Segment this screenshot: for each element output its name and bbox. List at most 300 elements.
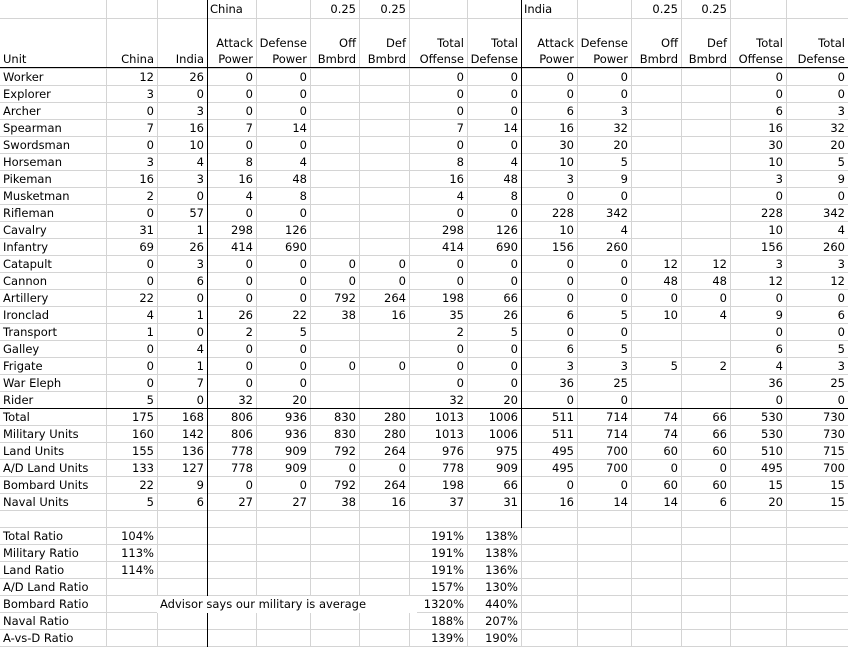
- table-cell[interactable]: 14: [292, 121, 307, 135]
- table-cell[interactable]: 12: [663, 257, 678, 271]
- ratio-value[interactable]: 113%: [121, 546, 154, 560]
- table-cell[interactable]: 342: [823, 206, 845, 220]
- table-cell[interactable]: 20: [503, 393, 518, 407]
- table-cell[interactable]: 6: [566, 342, 574, 356]
- table-cell[interactable]: 0: [196, 393, 204, 407]
- table-cell[interactable]: 3: [837, 257, 845, 271]
- table-cell[interactable]: 8: [456, 155, 464, 169]
- table-cell[interactable]: 0: [348, 274, 356, 288]
- table-cell[interactable]: 168: [182, 410, 204, 424]
- table-cell[interactable]: 715: [823, 444, 845, 458]
- row-label[interactable]: Explorer: [3, 87, 51, 101]
- table-cell[interactable]: 48: [292, 172, 307, 186]
- table-cell[interactable]: 936: [285, 410, 307, 424]
- table-cell[interactable]: 0: [299, 478, 307, 492]
- table-cell[interactable]: 0: [837, 189, 845, 203]
- ratio-value[interactable]: 191%: [431, 529, 464, 543]
- column-header[interactable]: Power: [272, 52, 307, 66]
- table-cell[interactable]: 20: [613, 138, 628, 152]
- ratio-value[interactable]: 130%: [485, 580, 518, 594]
- row-label[interactable]: Artillery: [3, 291, 49, 305]
- table-cell[interactable]: 0: [456, 274, 464, 288]
- table-cell[interactable]: 6: [196, 495, 204, 509]
- ratio-label[interactable]: Bombard Ratio: [3, 597, 89, 611]
- table-cell[interactable]: 36: [559, 376, 574, 390]
- table-cell[interactable]: 6: [775, 342, 783, 356]
- table-cell[interactable]: 0: [299, 70, 307, 84]
- table-cell[interactable]: 1013: [434, 410, 464, 424]
- table-cell[interactable]: 16: [391, 495, 406, 509]
- china-def-bombard-factor[interactable]: 0.25: [380, 2, 406, 16]
- table-cell[interactable]: 0: [245, 104, 253, 118]
- column-header[interactable]: Total: [818, 36, 845, 50]
- table-cell[interactable]: 69: [139, 240, 154, 254]
- column-header[interactable]: Off: [339, 36, 356, 50]
- table-cell[interactable]: 0: [456, 104, 464, 118]
- table-cell[interactable]: 0: [510, 376, 518, 390]
- table-cell[interactable]: 126: [285, 223, 307, 237]
- column-header[interactable]: Bmbrd: [367, 52, 406, 66]
- table-cell[interactable]: 1: [146, 325, 154, 339]
- column-header[interactable]: Defense: [470, 52, 518, 66]
- table-cell[interactable]: 690: [285, 240, 307, 254]
- table-cell[interactable]: 0: [398, 461, 406, 475]
- table-cell[interactable]: 414: [442, 240, 464, 254]
- table-cell[interactable]: 936: [285, 427, 307, 441]
- table-cell[interactable]: 156: [552, 240, 574, 254]
- column-header[interactable]: China: [121, 52, 154, 66]
- table-cell[interactable]: 0: [510, 104, 518, 118]
- table-cell[interactable]: 16: [238, 172, 253, 186]
- table-cell[interactable]: 0: [775, 291, 783, 305]
- table-cell[interactable]: 4: [196, 342, 204, 356]
- table-cell[interactable]: 37: [449, 495, 464, 509]
- table-cell[interactable]: 156: [761, 240, 783, 254]
- table-cell[interactable]: 0: [146, 138, 154, 152]
- table-cell[interactable]: 3: [620, 104, 628, 118]
- table-cell[interactable]: 4: [837, 223, 845, 237]
- table-cell[interactable]: 6: [837, 308, 845, 322]
- ratio-value[interactable]: 139%: [431, 631, 464, 645]
- table-cell[interactable]: 298: [442, 223, 464, 237]
- table-cell[interactable]: 830: [334, 410, 356, 424]
- table-cell[interactable]: 0: [245, 274, 253, 288]
- ratio-label[interactable]: Land Ratio: [3, 563, 65, 577]
- table-cell[interactable]: 14: [613, 495, 628, 509]
- table-cell[interactable]: 0: [196, 291, 204, 305]
- table-cell[interactable]: 12: [768, 274, 783, 288]
- table-cell[interactable]: 0: [719, 461, 727, 475]
- row-label[interactable]: Bombard Units: [3, 478, 89, 492]
- table-cell[interactable]: 31: [503, 495, 518, 509]
- table-cell[interactable]: 27: [238, 495, 253, 509]
- table-cell[interactable]: 0: [196, 325, 204, 339]
- column-header[interactable]: Unit: [3, 52, 27, 66]
- table-cell[interactable]: 8: [510, 189, 518, 203]
- india-def-bombard-factor[interactable]: 0.25: [701, 2, 727, 16]
- table-cell[interactable]: 10: [559, 223, 574, 237]
- ratio-label[interactable]: Total Ratio: [3, 529, 64, 543]
- table-cell[interactable]: 0: [456, 138, 464, 152]
- table-cell[interactable]: 909: [496, 461, 518, 475]
- table-cell[interactable]: 1: [196, 223, 204, 237]
- table-cell[interactable]: 66: [712, 410, 727, 424]
- table-cell[interactable]: 6: [719, 495, 727, 509]
- table-cell[interactable]: 7: [146, 121, 154, 135]
- table-cell[interactable]: 2: [719, 359, 727, 373]
- table-cell[interactable]: 9: [196, 478, 204, 492]
- table-cell[interactable]: 60: [663, 444, 678, 458]
- table-cell[interactable]: 0: [299, 104, 307, 118]
- row-label[interactable]: Catapult: [3, 257, 52, 271]
- table-cell[interactable]: 0: [245, 87, 253, 101]
- table-cell[interactable]: 0: [837, 70, 845, 84]
- table-cell[interactable]: 60: [712, 444, 727, 458]
- table-cell[interactable]: 6: [775, 104, 783, 118]
- table-cell[interactable]: 12: [139, 70, 154, 84]
- table-cell[interactable]: 298: [231, 223, 253, 237]
- table-cell[interactable]: 10: [768, 223, 783, 237]
- china-section-label[interactable]: China: [210, 2, 243, 16]
- table-cell[interactable]: 0: [670, 461, 678, 475]
- table-cell[interactable]: 0: [398, 359, 406, 373]
- table-cell[interactable]: 14: [503, 121, 518, 135]
- table-cell[interactable]: 792: [334, 291, 356, 305]
- table-cell[interactable]: 175: [132, 410, 154, 424]
- table-cell[interactable]: 0: [299, 138, 307, 152]
- table-cell[interactable]: 0: [620, 274, 628, 288]
- table-cell[interactable]: 0: [245, 376, 253, 390]
- table-cell[interactable]: 0: [510, 138, 518, 152]
- table-cell[interactable]: 4: [146, 308, 154, 322]
- row-label[interactable]: Archer: [3, 104, 41, 118]
- table-cell[interactable]: 0: [245, 342, 253, 356]
- table-cell[interactable]: 0: [566, 325, 574, 339]
- row-label[interactable]: Pikeman: [3, 172, 52, 186]
- table-cell[interactable]: 792: [334, 444, 356, 458]
- india-section-label[interactable]: India: [524, 2, 553, 16]
- table-cell[interactable]: 5: [620, 308, 628, 322]
- table-cell[interactable]: 495: [552, 461, 574, 475]
- table-cell[interactable]: 0: [510, 257, 518, 271]
- table-cell[interactable]: 30: [559, 138, 574, 152]
- table-cell[interactable]: 5: [299, 325, 307, 339]
- table-cell[interactable]: 26: [503, 308, 518, 322]
- row-label[interactable]: Spearman: [3, 121, 62, 135]
- table-cell[interactable]: 66: [503, 291, 518, 305]
- ratio-value[interactable]: 188%: [431, 614, 464, 628]
- table-cell[interactable]: 778: [231, 444, 253, 458]
- table-cell[interactable]: 0: [566, 70, 574, 84]
- table-cell[interactable]: 792: [334, 478, 356, 492]
- table-cell[interactable]: 22: [139, 291, 154, 305]
- table-cell[interactable]: 0: [299, 257, 307, 271]
- row-label[interactable]: Galley: [3, 342, 40, 356]
- table-cell[interactable]: 0: [775, 189, 783, 203]
- table-cell[interactable]: 264: [384, 444, 406, 458]
- table-cell[interactable]: 14: [663, 495, 678, 509]
- table-cell[interactable]: 5: [146, 393, 154, 407]
- table-cell[interactable]: 714: [606, 410, 628, 424]
- table-cell[interactable]: 690: [496, 240, 518, 254]
- column-header[interactable]: Defense: [797, 52, 845, 66]
- table-cell[interactable]: 0: [566, 393, 574, 407]
- table-cell[interactable]: 4: [719, 308, 727, 322]
- table-cell[interactable]: 0: [456, 70, 464, 84]
- table-cell[interactable]: 0: [566, 291, 574, 305]
- table-cell[interactable]: 10: [663, 308, 678, 322]
- table-cell[interactable]: 0: [566, 478, 574, 492]
- table-cell[interactable]: 4: [456, 189, 464, 203]
- table-cell[interactable]: 66: [712, 427, 727, 441]
- table-cell[interactable]: 0: [196, 189, 204, 203]
- ratio-value[interactable]: 440%: [485, 597, 518, 611]
- table-cell[interactable]: 0: [456, 376, 464, 390]
- table-cell[interactable]: 0: [775, 70, 783, 84]
- table-cell[interactable]: 0: [245, 359, 253, 373]
- row-label[interactable]: Infantry: [3, 240, 49, 254]
- column-header[interactable]: Total: [756, 36, 783, 50]
- table-cell[interactable]: 12: [830, 274, 845, 288]
- table-cell[interactable]: 510: [761, 444, 783, 458]
- table-cell[interactable]: 31: [139, 223, 154, 237]
- table-cell[interactable]: 0: [775, 325, 783, 339]
- table-cell[interactable]: 0: [146, 274, 154, 288]
- table-cell[interactable]: 3: [837, 359, 845, 373]
- table-cell[interactable]: 530: [761, 427, 783, 441]
- table-cell[interactable]: 160: [132, 427, 154, 441]
- table-cell[interactable]: 0: [620, 325, 628, 339]
- table-cell[interactable]: 0: [456, 257, 464, 271]
- table-cell[interactable]: 228: [761, 206, 783, 220]
- table-cell[interactable]: 264: [384, 291, 406, 305]
- row-label[interactable]: War Eleph: [3, 376, 62, 390]
- table-cell[interactable]: 10: [189, 138, 204, 152]
- table-cell[interactable]: 16: [139, 172, 154, 186]
- ratio-value[interactable]: 136%: [485, 563, 518, 577]
- table-cell[interactable]: 4: [299, 155, 307, 169]
- table-cell[interactable]: 3: [146, 155, 154, 169]
- table-cell[interactable]: 260: [823, 240, 845, 254]
- table-cell[interactable]: 0: [245, 138, 253, 152]
- table-cell[interactable]: 511: [552, 427, 574, 441]
- table-cell[interactable]: 7: [456, 121, 464, 135]
- table-cell[interactable]: 0: [566, 87, 574, 101]
- table-cell[interactable]: 3: [775, 172, 783, 186]
- table-cell[interactable]: 26: [238, 308, 253, 322]
- table-cell[interactable]: 0: [245, 291, 253, 305]
- table-cell[interactable]: 10: [768, 155, 783, 169]
- table-cell[interactable]: 0: [566, 274, 574, 288]
- table-cell[interactable]: 8: [299, 189, 307, 203]
- table-cell[interactable]: 0: [775, 393, 783, 407]
- table-cell[interactable]: 3: [837, 104, 845, 118]
- table-cell[interactable]: 5: [620, 155, 628, 169]
- table-cell[interactable]: 198: [442, 291, 464, 305]
- ratio-label[interactable]: Military Ratio: [3, 546, 79, 560]
- table-cell[interactable]: 975: [496, 444, 518, 458]
- column-header[interactable]: India: [175, 52, 204, 66]
- table-cell[interactable]: 1013: [434, 427, 464, 441]
- table-cell[interactable]: 0: [299, 342, 307, 356]
- table-cell[interactable]: 0: [245, 206, 253, 220]
- table-cell[interactable]: 976: [442, 444, 464, 458]
- advisor-note[interactable]: Advisor says our military is average: [157, 596, 417, 613]
- table-cell[interactable]: 16: [559, 121, 574, 135]
- table-cell[interactable]: 714: [606, 427, 628, 441]
- table-cell[interactable]: 909: [285, 444, 307, 458]
- ratio-value[interactable]: 157%: [431, 580, 464, 594]
- table-cell[interactable]: 4: [245, 189, 253, 203]
- table-cell[interactable]: 38: [341, 308, 356, 322]
- table-cell[interactable]: 136: [182, 444, 204, 458]
- table-cell[interactable]: 0: [510, 274, 518, 288]
- table-cell[interactable]: 3: [196, 257, 204, 271]
- ratio-value[interactable]: 1320%: [423, 597, 464, 611]
- table-cell[interactable]: 0: [146, 359, 154, 373]
- column-header[interactable]: Off: [661, 36, 678, 50]
- table-cell[interactable]: 0: [566, 257, 574, 271]
- table-cell[interactable]: 2: [146, 189, 154, 203]
- column-header[interactable]: Defense: [580, 36, 628, 50]
- table-cell[interactable]: 0: [299, 291, 307, 305]
- table-cell[interactable]: 0: [299, 359, 307, 373]
- table-cell[interactable]: 5: [837, 342, 845, 356]
- table-cell[interactable]: 15: [830, 478, 845, 492]
- column-header[interactable]: Bmbrd: [317, 52, 356, 66]
- table-cell[interactable]: 909: [285, 461, 307, 475]
- table-cell[interactable]: 22: [139, 478, 154, 492]
- column-header[interactable]: Defense: [259, 36, 307, 50]
- table-cell[interactable]: 2: [245, 325, 253, 339]
- table-cell[interactable]: 3: [566, 172, 574, 186]
- table-cell[interactable]: 0: [146, 257, 154, 271]
- ratio-value[interactable]: 190%: [485, 631, 518, 645]
- row-label[interactable]: Land Units: [3, 444, 65, 458]
- table-cell[interactable]: 20: [768, 495, 783, 509]
- table-cell[interactable]: 806: [231, 427, 253, 441]
- table-cell[interactable]: 66: [503, 478, 518, 492]
- table-cell[interactable]: 32: [830, 121, 845, 135]
- column-header[interactable]: Attack: [537, 36, 574, 50]
- table-cell[interactable]: 3: [566, 359, 574, 373]
- table-cell[interactable]: 0: [620, 189, 628, 203]
- table-cell[interactable]: 0: [348, 257, 356, 271]
- ratio-label[interactable]: A-vs-D Ratio: [3, 631, 74, 645]
- row-label[interactable]: Cavalry: [3, 223, 47, 237]
- row-label[interactable]: Rider: [3, 393, 34, 407]
- table-cell[interactable]: 0: [566, 189, 574, 203]
- table-cell[interactable]: 27: [292, 495, 307, 509]
- row-label[interactable]: Total: [3, 410, 30, 424]
- table-cell[interactable]: 0: [510, 342, 518, 356]
- table-cell[interactable]: 0: [348, 461, 356, 475]
- table-cell[interactable]: 16: [559, 495, 574, 509]
- table-cell[interactable]: 0: [196, 87, 204, 101]
- table-cell[interactable]: 32: [238, 393, 253, 407]
- column-header[interactable]: Bmbrd: [688, 52, 727, 66]
- table-cell[interactable]: 0: [299, 376, 307, 390]
- table-cell[interactable]: 142: [182, 427, 204, 441]
- table-cell[interactable]: 38: [341, 495, 356, 509]
- table-cell[interactable]: 0: [837, 87, 845, 101]
- table-cell[interactable]: 0: [398, 274, 406, 288]
- table-cell[interactable]: 0: [456, 87, 464, 101]
- table-cell[interactable]: 4: [196, 155, 204, 169]
- row-label[interactable]: Horseman: [3, 155, 63, 169]
- table-cell[interactable]: 5: [837, 155, 845, 169]
- table-cell[interactable]: 0: [299, 206, 307, 220]
- table-cell[interactable]: 700: [606, 461, 628, 475]
- table-cell[interactable]: 6: [566, 308, 574, 322]
- column-header[interactable]: Total: [491, 36, 518, 50]
- table-cell[interactable]: 0: [719, 291, 727, 305]
- table-cell[interactable]: 730: [823, 410, 845, 424]
- column-header[interactable]: Total: [437, 36, 464, 50]
- column-header[interactable]: Bmbrd: [639, 52, 678, 66]
- table-cell[interactable]: 16: [768, 121, 783, 135]
- table-cell[interactable]: 48: [663, 274, 678, 288]
- table-cell[interactable]: 0: [146, 206, 154, 220]
- column-header[interactable]: Power: [218, 52, 253, 66]
- ratio-value[interactable]: 104%: [121, 529, 154, 543]
- table-cell[interactable]: 0: [670, 291, 678, 305]
- table-cell[interactable]: 5: [146, 495, 154, 509]
- column-header[interactable]: Def: [386, 36, 406, 50]
- table-cell[interactable]: 0: [775, 87, 783, 101]
- table-cell[interactable]: 0: [456, 206, 464, 220]
- table-cell[interactable]: 60: [712, 478, 727, 492]
- ratio-value[interactable]: 114%: [121, 563, 154, 577]
- table-cell[interactable]: 700: [823, 461, 845, 475]
- table-cell[interactable]: 5: [670, 359, 678, 373]
- table-cell[interactable]: 264: [384, 478, 406, 492]
- ratio-value[interactable]: 191%: [431, 563, 464, 577]
- table-cell[interactable]: 0: [146, 342, 154, 356]
- table-cell[interactable]: 414: [231, 240, 253, 254]
- table-cell[interactable]: 3: [146, 87, 154, 101]
- table-cell[interactable]: 30: [768, 138, 783, 152]
- table-cell[interactable]: 6: [566, 104, 574, 118]
- table-cell[interactable]: 730: [823, 427, 845, 441]
- table-cell[interactable]: 36: [768, 376, 783, 390]
- table-cell[interactable]: 1: [196, 308, 204, 322]
- row-label[interactable]: Naval Units: [3, 495, 69, 509]
- ratio-label[interactable]: A/D Land Ratio: [3, 580, 89, 594]
- column-header[interactable]: Offense: [738, 52, 783, 66]
- row-label[interactable]: Military Units: [3, 427, 79, 441]
- table-cell[interactable]: 20: [830, 138, 845, 152]
- table-cell[interactable]: 280: [384, 410, 406, 424]
- row-label[interactable]: Cannon: [3, 274, 47, 288]
- table-cell[interactable]: 6: [196, 274, 204, 288]
- table-cell[interactable]: 25: [830, 376, 845, 390]
- table-cell[interactable]: 48: [712, 274, 727, 288]
- table-cell[interactable]: 5: [510, 325, 518, 339]
- table-cell[interactable]: 16: [189, 121, 204, 135]
- table-cell[interactable]: 26: [189, 240, 204, 254]
- ratio-value[interactable]: 207%: [485, 614, 518, 628]
- table-cell[interactable]: 26: [189, 70, 204, 84]
- table-cell[interactable]: 700: [606, 444, 628, 458]
- table-cell[interactable]: 32: [613, 121, 628, 135]
- table-cell[interactable]: 16: [391, 308, 406, 322]
- column-header[interactable]: Offense: [419, 52, 464, 66]
- table-cell[interactable]: 3: [775, 257, 783, 271]
- column-header[interactable]: Power: [539, 52, 574, 66]
- table-cell[interactable]: 1006: [488, 427, 518, 441]
- table-cell[interactable]: 0: [245, 478, 253, 492]
